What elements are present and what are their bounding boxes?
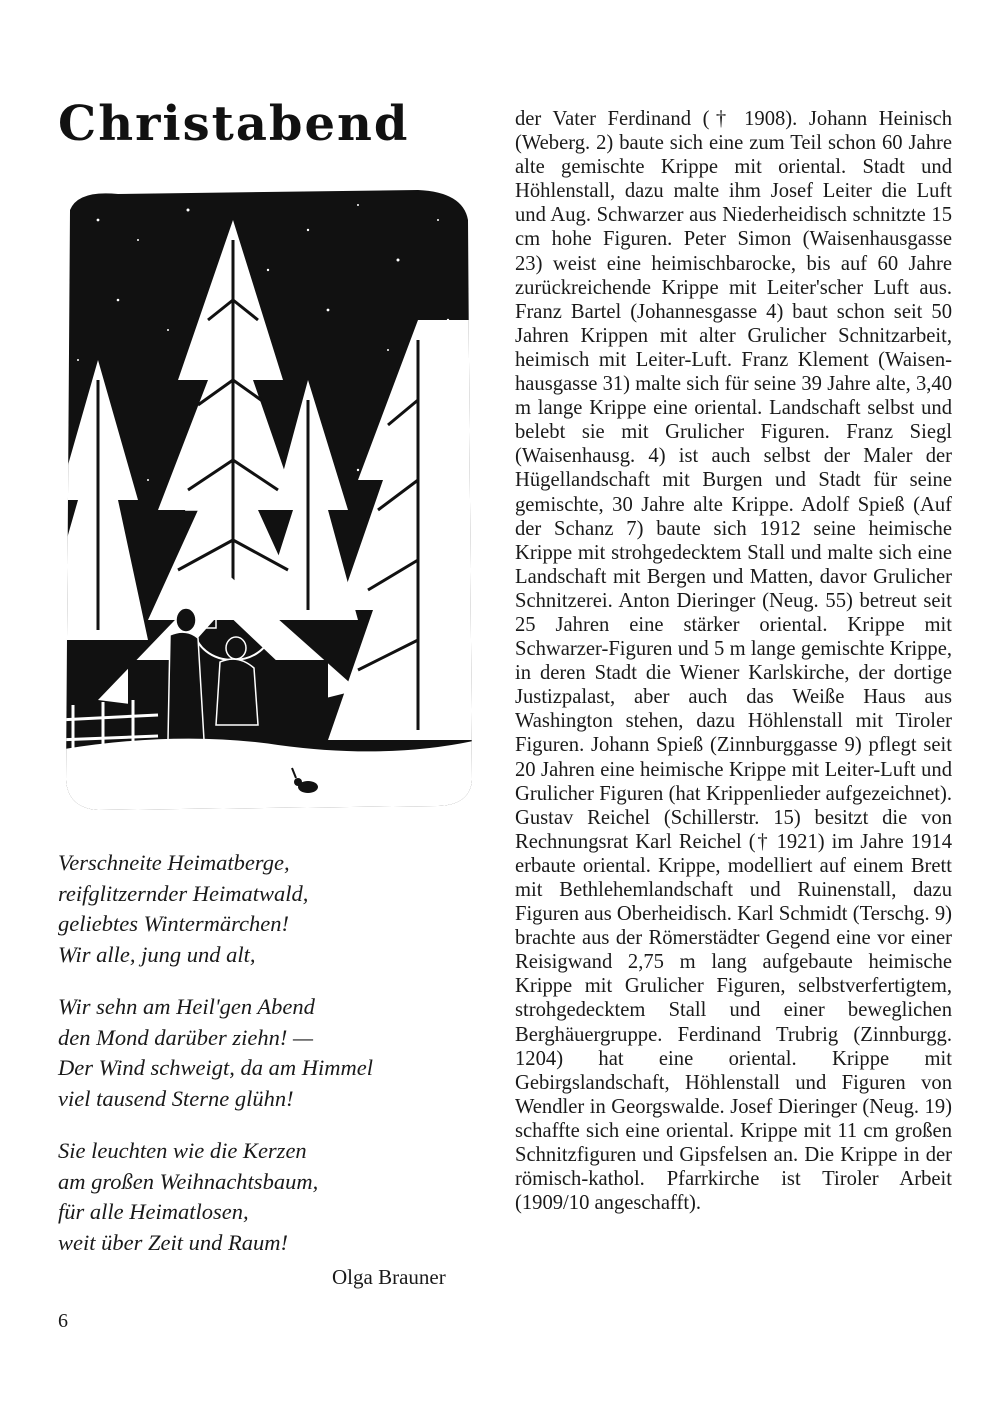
poem-line: Sie leuchten wie die Kerzen: [58, 1138, 307, 1163]
page-title: Christabend: [58, 96, 410, 152]
poem-line: Verschneite Heimatberge,: [58, 850, 290, 875]
poem-line: geliebtes Wintermärchen!: [58, 911, 289, 936]
poem-stanza-3: [58, 1136, 478, 1258]
poem-line: Der Wind schweigt, da am Himmel: [58, 1055, 373, 1080]
poem-stanza-2: [58, 992, 478, 1114]
poem-line: viel tausend Sterne glühn!: [58, 1085, 294, 1111]
poem-line: reifglitzernder Heimatwald,: [58, 880, 309, 906]
poem-author: Olga Brauner: [332, 1265, 446, 1289]
poem-line: weit über Zeit und Raum!: [58, 1229, 288, 1255]
page-number: 6: [58, 1310, 68, 1332]
poem-line: am großen Weihnachtsbaum,: [58, 1168, 319, 1194]
nativity-woodcut-illustration: [58, 180, 478, 820]
poem-line: Wir alle, jung und alt,: [58, 941, 256, 967]
poem-line: Wir sehn am Heil'gen Abend: [58, 994, 315, 1019]
article-text: der Vater Ferdinand († 1908). Johann Heinisch (Weberg. 2) baute sich eine zum Teil schon 60 Jahre alte gemischte Krippe mit oriental. Stadt und Höhlenstall, dazu malte ihm Josef Leiter die Luft und Aug. Schwarzer aus Niederheidisch schnitzte 15 cm hohe Figuren. Peter Simon (Waisenhausgasse 23) weist eine heimischbarocke, bis auf 60 Jahre zurückreichende Krippe mit Leiter'scher Luft aus. Franz Bartel (Johannesgasse 4) baut schon seit 50 Jahren Krippen mit alter Grulicher Schnitzarbeit, heimisch mit Leiter-Luft. Franz Klement (Waisenhausgasse 31) malte sich für seine 39 Jahre alte, 3,40 m lange Krippe eine oriental. Landschaft selbst und belebt sie mit Grulicher Figuren. Franz Siegl (Waisenhausg. 4) ist auch selbst der Maler der Hügellandschaft mit Burgen und Stadt für seine gemischte, 30 Jahre alte Krippe. Adolf Spieß (Auf der Schanz 7) baute sich 1912 seine heimische Krippe mit strohgedecktem Stall und malte sich eine Landschaft mit Bergen und Matten, davor Grulicher Schnitzerei. Anton Dieringer (Neug. 55) betreut seit 25 Jahren eine stärker oriental. Krippe mit Schwarzer-Figuren und 5 m lange gemischte Krippe, in deren Stadt die Wiener Karlskirche, der dortige Justizpalast, aber auch das Weiße Haus aus Washington stehen, dazu Höhlenstall mit Tiroler Figuren. Johann Spieß (Zinnburggasse 9) pflegt seit 20 Jahren eine heimische Krippe mit Leiter-Luft und Grulicher Figuren (hat Krippenlieder aufgezeichnet). Gustav Reichel (Schillerstr. 15) besitzt die von Rechnungsrat Karl Reichel († 1921) im Jahre 1914 erbaute oriental. Krippe, modelliert auf einem Brett mit Bethlehemlandschaft und Ruinenstall, dazu Figuren aus Oberheidisch. Karl Schmidt (Terschg. 9) brachte aus der Römerstädter Gegend eine vor einer Reisigwand 2,75 m lang aufgebaute heimische Krippe mit Grulicher Figuren, selbstverfertigtem, strohgedecktem Stall und einer beweglichen Berghäuergruppe. Ferdinand Trubrig (Zinnburgg. 1204) hat eine oriental. Krippe mit Gebirgslandschaft, Höhlenstall und Figuren von Wendler in Georgswalde. Josef Dieringer (Neug. 19) schaffte sich eine oriental. Krippe mit 11 cm großen Schnitzfiguren und Gipsfelsen an. Die Krippe in der römisch-kathol. Pfarrkirche ist Tiroler Arbeit (1909/10 angeschafft).: [515, 108, 952, 1215]
poem-stanza-1: [58, 848, 478, 970]
poem: [58, 848, 478, 1280]
article-column: [515, 107, 952, 1215]
snowy-ground: [58, 739, 478, 820]
poem-line: den Mond darüber ziehn! —: [58, 1024, 313, 1050]
poem-line: für alle Heimatlosen,: [58, 1199, 249, 1224]
